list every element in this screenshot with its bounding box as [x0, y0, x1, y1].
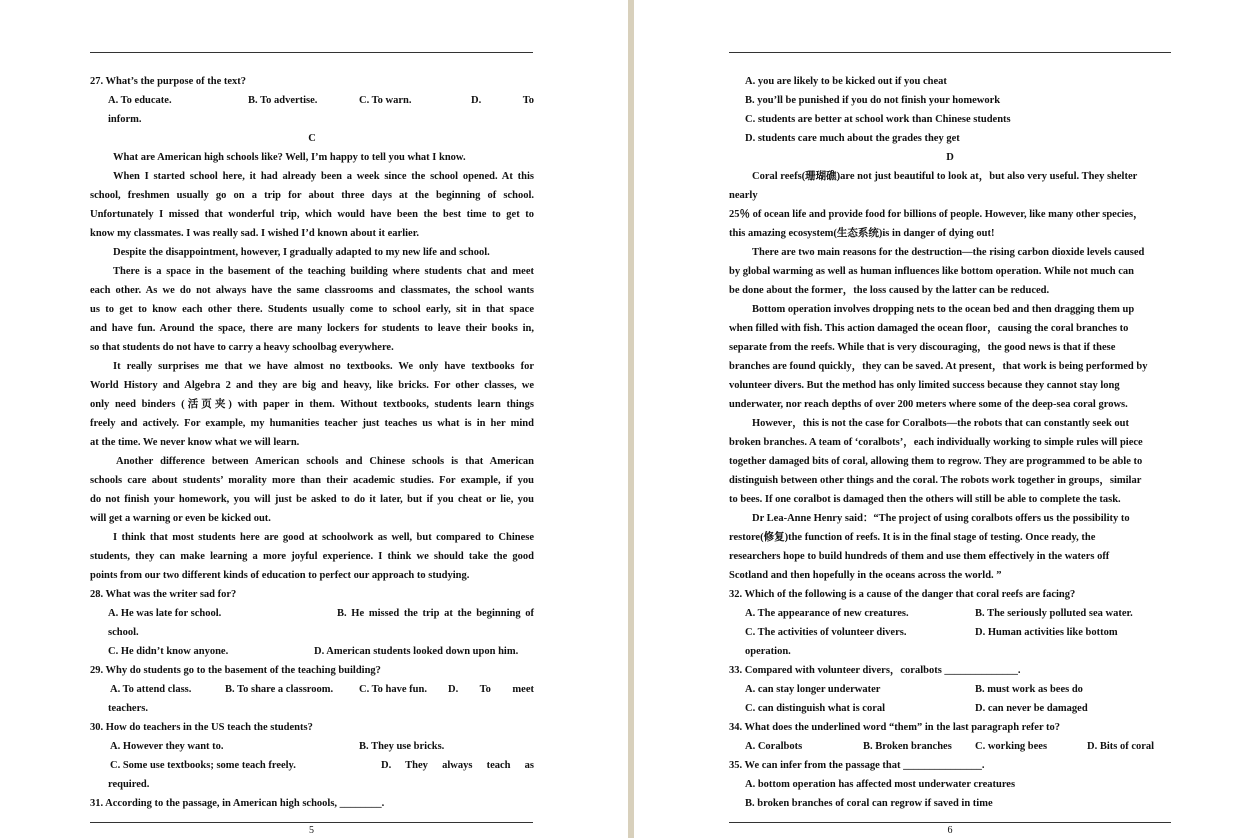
option-32-b: B. The seriously polluted sea water. [975, 608, 1133, 619]
passage-c-line: schools care about students’ morality more than their academic studies. For example, if you [90, 475, 534, 486]
question-34: 34. What does the underlined word “them” in the last paragraph refer to? [729, 722, 1061, 733]
question-30: 30. How do teachers in the US teach the students? [90, 722, 313, 733]
passage-c-line: us to get to know each other there. Students usually come to school early, sit in that space [90, 304, 534, 315]
passage-c-line: Another difference between American schools and Chinese schools is that American [116, 456, 534, 467]
option-34-a: A. Coralbots [745, 741, 803, 752]
passage-d-line: broken branches. A team of ‘coralbots’，each individually working to simple rules will piece [729, 437, 1143, 448]
passage-d-line: when filled with fish. This action damaged the ocean floor，causing the coral branches to [729, 323, 1129, 334]
passage-d-line: Scotland and then hopefully in the oceans across the world. ” [729, 570, 1002, 581]
passage-d-line: Dr Lea-Anne Henry said：“The project of using coralbots offers us the possibility to [752, 513, 1130, 524]
question-35: 35. We can infer from the passage that _______________. [729, 760, 985, 771]
question-27: 27. What’s the purpose of the text? [90, 76, 247, 87]
option-28-c: C. He didn’t know anyone. [108, 646, 229, 657]
option-30-a: A. However they want to. [110, 741, 224, 752]
option-34-d: D. Bits of coral [1087, 741, 1155, 752]
passage-d-line: There are two main reasons for the destruction—the rising carbon dioxide levels caused [752, 247, 1145, 258]
passage-c-line: at the time. We never know what we will learn. [90, 437, 300, 448]
option-29-b: B. To share a classroom. [225, 684, 334, 695]
passage-d-line: to bees. If one coralbot is damaged then the others will still be able to complete the task. [729, 494, 1121, 505]
passage-c-line: do not finish your homework, you will just be asked to do it later, but if you cheat or lie, you [90, 494, 534, 505]
option-30-d-cont: required. [108, 779, 150, 790]
passage-c-line: I think that most students here are good at schoolwork as well, but compared to Chinese [113, 532, 534, 543]
header-rule [90, 52, 533, 53]
passage-c-line: Despite the disappointment, however, I gradually adapted to my new life and school. [113, 247, 490, 258]
option-34-c: C. working bees [975, 741, 1048, 752]
passage-d-line: together damaged bits of coral, allowing them to regrow. They are programmed to be able to [729, 456, 1143, 467]
passage-d-line: distinguish between other things and the coral. The robots work together in groups，similar [729, 475, 1142, 486]
option-29-a: A. To attend class. [110, 684, 192, 695]
option-28-b-cont: school. [108, 627, 139, 638]
passage-c-line: It really surprises me that we have almost no textbooks. We only have textbooks for [113, 361, 534, 372]
section-heading-c: C [308, 133, 316, 144]
option-30-c: C. Some use textbooks; some teach freely. [110, 760, 296, 771]
option-30-d: D. They always teach as [381, 760, 534, 771]
option-30-b: B. They use bricks. [359, 741, 445, 752]
option-31-a: A. you are likely to be kicked out if you cheat [745, 76, 947, 87]
option-33-c: C. can distinguish what is coral [745, 703, 886, 714]
passage-d-line: this amazing ecosystem(生态系统)is in danger of dying out! [729, 228, 995, 239]
passage-c-line: so that students do not have to carry a heavy schoolbag everywhere. [90, 342, 394, 353]
option-29-c: C. To have fun. [359, 684, 427, 695]
document-page-6 [634, 0, 1260, 838]
question-32: 32. Which of the following is a cause of the danger that coral reefs are facing? [729, 589, 1076, 600]
option-29-d-cont: teachers. [108, 703, 148, 714]
passage-d-line: However，this is not the case for Coralbots—the robots that can constantly seek out [752, 418, 1130, 429]
option-27-d-cont: inform. [108, 114, 142, 125]
passage-c-line: freely and actively. For example, my humanities teacher just teaches us what is in her mind [90, 418, 534, 429]
option-31-b: B. you’ll be punished if you do not finish your homework [745, 95, 1001, 106]
option-32-a: A. The appearance of new creatures. [745, 608, 909, 619]
footer-rule [90, 822, 533, 823]
passage-d-line: Bottom operation involves dropping nets to the ocean bed and then dragging them up [752, 304, 1135, 315]
document-page-5 [0, 0, 628, 838]
passage-c-line: students, they can make learning a more joyful experience. I think we should take the good [90, 551, 534, 562]
passage-c-line: school, freshmen usually go on a trip for about three days at the beginning of school. [90, 190, 534, 201]
option-29-d: D. To meet [448, 684, 534, 695]
passage-d-line: researchers hope to build hundreds of them and use them effectively in the waters off [729, 551, 1110, 562]
option-33-d: D. can never be damaged [975, 703, 1088, 714]
option-27-c: C. To warn. [359, 95, 412, 106]
option-27-d: D. To [471, 95, 534, 106]
option-31-c: C. students are better at school work than Chinese students [745, 114, 1011, 125]
question-33: 33. Compared with volunteer divers，coralbots ______________. [729, 665, 1021, 676]
header-rule [729, 52, 1171, 53]
passage-d-line: underwater, nor reach depths of over 200 meters where some of the deep-sea coral grows. [729, 399, 1128, 410]
question-28: 28. What was the writer sad for? [90, 589, 237, 600]
option-35-a: A. bottom operation has affected most underwater creatures [745, 779, 1016, 790]
page-number: 5 [309, 825, 314, 836]
footer-rule [729, 822, 1171, 823]
passage-c-line: What are American high schools like? Well, I’m happy to tell you what I know. [113, 152, 466, 163]
passage-d-line: by global warming as well as human influences like bottom operation. While not much can [729, 266, 1134, 277]
option-28-d: D. American students looked down upon him. [314, 646, 519, 657]
option-34-b: B. Broken branches [863, 741, 952, 752]
passage-c-line: know my classmates. I was really sad. I wished I’d known about it earlier. [90, 228, 420, 239]
option-32-d: D. Human activities like bottom [975, 627, 1118, 638]
passage-d-line: Coral reefs(珊瑚礁)are not just beautiful to look at，but also very useful. They shelter [752, 171, 1138, 182]
passage-d-line: volunteer divers. But the method has only limited success because they cannot stay long [729, 380, 1120, 391]
passage-c-line: points from our two different kinds of education to perfect our approach to studying. [90, 570, 470, 581]
option-32-d-cont: operation. [745, 646, 791, 657]
passage-d-line: separate from the reefs. While that is very discouraging，the good news is that if these [729, 342, 1116, 353]
passage-c-line: and have fun. Around the space, there are many lockers for students to leave their books in, [90, 323, 534, 334]
option-31-d: D. students care much about the grades they get [745, 133, 960, 144]
option-27-b: B. To advertise. [248, 95, 318, 106]
question-31: 31. According to the passage, in American high schools, ________. [90, 798, 385, 809]
passage-d-line: be done about the former，the loss caused by the latter can be reduced. [729, 285, 1050, 296]
passage-d-line: 25％ of ocean life and provide food for billions of people. However, like many other species， [729, 209, 1144, 220]
passage-c-line: When I started school here, it had already been a week since the school opened. At this [113, 171, 534, 182]
option-33-a: A. can stay longer underwater [745, 684, 881, 695]
passage-d-line: restore(修复)the function of reefs. It is in the final stage of testing. Once ready, the [729, 532, 1096, 543]
passage-c-line: only need binders (活页夹) with paper in them. Without textbooks, students learn things [90, 399, 534, 410]
passage-d-line: nearly [729, 190, 758, 201]
question-29: 29. Why do students go to the basement of the teaching building? [90, 665, 381, 676]
page-number: 6 [947, 825, 953, 836]
passage-c-line: World History and Algebra 2 and they are big and heavy, like bricks. For other classes, we [90, 380, 534, 391]
option-33-b: B. must work as bees do [975, 684, 1083, 695]
passage-c-line: Unfortunately I missed that wonderful trip, which would have been the best time to get to [90, 209, 534, 220]
passage-c-line: There is a space in the basement of the teaching building where students chat and meet [113, 266, 534, 277]
passage-c-line: each other. As we do not always have the same classrooms and classmates, the school wants [90, 285, 534, 296]
passage-c-line: will get a warning or even be kicked out. [90, 513, 271, 524]
option-35-b: B. broken branches of coral can regrow if saved in time [745, 798, 993, 809]
option-27-a: A. To educate. [108, 95, 172, 106]
option-28-a: A. He was late for school. [108, 608, 222, 619]
passage-d-line: branches are found quickly，they can be saved. At present，that work is being performed by [729, 361, 1148, 372]
option-32-c: C. The activities of volunteer divers. [745, 627, 907, 638]
section-heading-d: D [946, 152, 954, 163]
option-28-b: B. He missed the trip at the beginning of [337, 608, 534, 619]
